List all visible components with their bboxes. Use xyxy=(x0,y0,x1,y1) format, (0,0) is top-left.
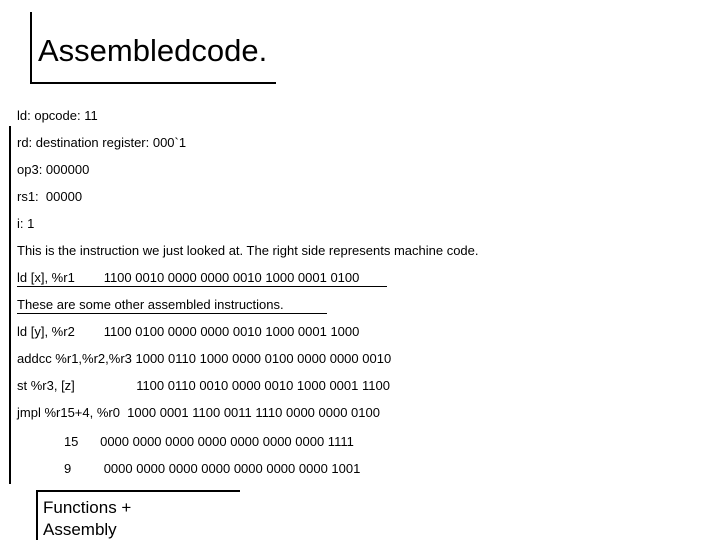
footer-frame-top xyxy=(36,490,240,492)
footer-label: Functions + Assembly xyxy=(43,498,132,539)
opcode-line: ld: opcode: 11 xyxy=(17,108,98,123)
rd-line: rd: destination register: 000`1 xyxy=(17,135,187,150)
slide-title: Assembledcode. xyxy=(38,33,268,68)
title-frame-left xyxy=(30,12,32,84)
instruction-addcc: addcc %r1,%r2,%r3 1000 0110 1000 0000 0100 0000 0000 0010 xyxy=(17,351,392,366)
body-rule xyxy=(9,126,11,484)
explanation-line: This is the instruction we just looked at. The right side represents machine code. xyxy=(17,243,479,258)
title-frame-bottom xyxy=(30,82,276,84)
underline-heading xyxy=(17,313,327,314)
instruction-jmpl: jmpl %r15+4, %r0 1000 0001 1100 0011 1110 0000 0000 0100 xyxy=(17,405,380,420)
other-instructions-heading: These are some other assembled instructions. xyxy=(17,297,284,312)
footer-frame-left xyxy=(36,490,38,540)
rs1-line: rs1: 00000 xyxy=(17,189,83,204)
underline-ld-x xyxy=(17,286,387,287)
constant-9: 9 0000 0000 0000 0000 0000 0000 0000 1001 xyxy=(17,461,361,476)
constant-15: 15 0000 0000 0000 0000 0000 0000 0000 1111 xyxy=(17,434,354,449)
instruction-ld-x: ld [x], %r1 1100 0010 0000 0000 0010 1000 0001 0100 xyxy=(17,270,360,285)
instruction-st: st %r3, [z] 1100 0110 0010 0000 0010 1000 0001 1100 xyxy=(17,378,390,393)
i-line: i: 1 xyxy=(17,216,35,231)
instruction-ld-y: ld [y], %r2 1100 0100 0000 0000 0010 1000 0001 1000 xyxy=(17,324,360,339)
op3-line: op3: 000000 xyxy=(17,162,90,177)
